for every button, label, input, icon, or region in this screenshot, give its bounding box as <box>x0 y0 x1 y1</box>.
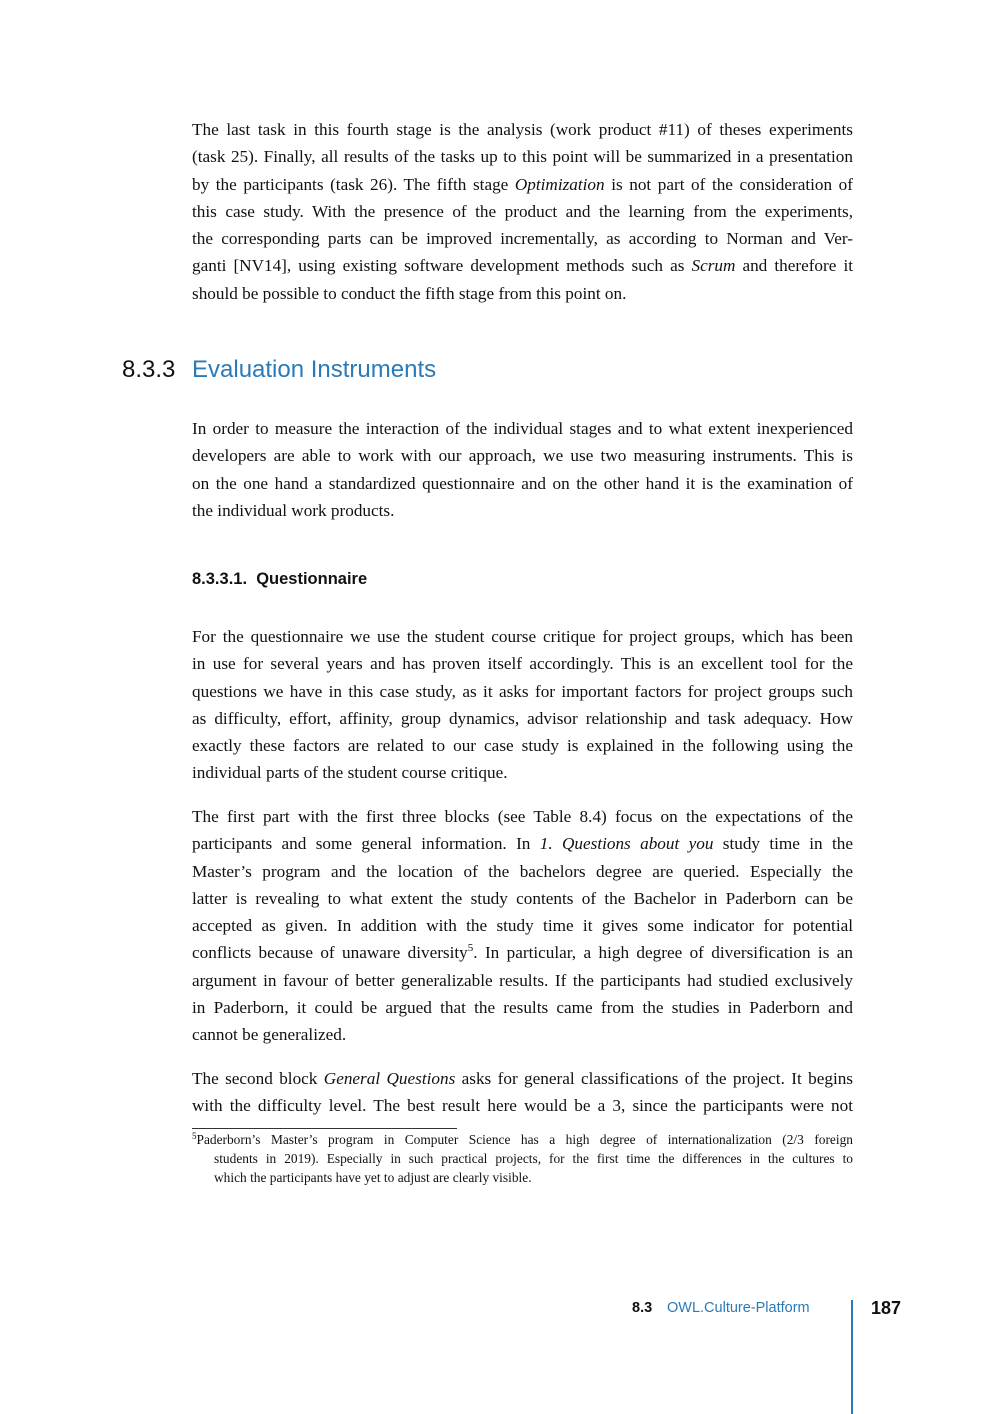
text-run: individual parts of the student course critique. <box>192 763 508 783</box>
text-line <box>192 705 853 732</box>
text-line <box>192 759 853 786</box>
text-run: is not part of the consideration of <box>604 174 853 194</box>
text-run: The last task in this fourth stage is the analysis (work product #11) of theses experiments <box>192 120 853 139</box>
text-line <box>192 1150 853 1169</box>
italic-term: Optimization <box>514 174 605 194</box>
text-line <box>192 994 853 1021</box>
text-run: For the questionnaire we use the student course critique for project groups, which has been <box>192 627 853 646</box>
text-run: Master’s program and the location of the bachelors degree are queried. Especially the <box>192 861 853 881</box>
text-run: and therefore it <box>735 256 853 276</box>
text-run: students in 2019). Especially in such practical projects, for the first time the differences in the cultures to <box>214 1150 853 1166</box>
text-run: in Paderborn, it could be argued that the results came from the studies in Paderborn and <box>192 998 853 1018</box>
text-line <box>192 497 853 524</box>
italic-term: 1. Questions about you <box>539 834 714 854</box>
text-run: participants and some general information. In <box>192 834 540 854</box>
text-line <box>192 415 853 442</box>
text-line <box>192 442 853 469</box>
text-run: cannot be generalized. <box>192 1025 347 1045</box>
text-line <box>192 967 853 994</box>
paragraph-evaluation-intro <box>192 415 853 524</box>
text-run: with the difficulty level. The best result here would be a 3, since the participants were not <box>192 1096 853 1116</box>
text-line <box>192 623 853 650</box>
paragraph-questionnaire <box>192 623 853 787</box>
text-line <box>192 470 853 497</box>
text-run: The second block <box>192 1069 324 1088</box>
text-line <box>192 1092 853 1119</box>
text-run: by the participants (task 26). The fifth stage <box>192 174 515 194</box>
text-line <box>192 858 853 885</box>
text-run: asks for general classifications of the project. It begins <box>455 1069 854 1088</box>
paragraph-first-part <box>192 803 853 1049</box>
text-run: should be possible to conduct the fifth stage from this point on. <box>192 283 627 303</box>
text-line <box>192 116 853 143</box>
section-title: Evaluation Instruments <box>192 356 437 383</box>
text-run: exactly these factors are related to our case study is explained in the following using the <box>192 736 853 756</box>
footnote <box>192 1131 853 1187</box>
text-run: study time in the <box>713 834 854 854</box>
page-number: 187 <box>871 1298 902 1318</box>
text-line <box>192 1021 853 1048</box>
text-line <box>192 225 853 252</box>
footnote-divider <box>192 1128 457 1129</box>
text-run: the individual work products. <box>192 500 395 520</box>
text-run: which the participants have yet to adjust are clearly visible. <box>214 1169 532 1185</box>
text-line <box>192 143 853 170</box>
text-run: accepted as given. In addition with the study time it gives some indicator for potential <box>192 916 853 936</box>
text-run: the corresponding parts can be improved incrementally, as according to Norman and Ver- <box>192 229 853 249</box>
text-line <box>192 198 853 225</box>
footnote-marker: 5 <box>467 942 474 955</box>
text-line <box>192 171 853 198</box>
text-run: . In particular, a high degree of diversification is an <box>473 943 854 963</box>
italic-term: General Questions <box>323 1069 456 1088</box>
text-run: Paderborn’s Master’s program in Computer Science has a high degree of internationalization (2/3 foreign <box>196 1132 853 1147</box>
footnote-marker: 5 <box>192 1131 197 1141</box>
text-run: The first part with the first three blocks (see Table 8.4) focus on the expectations of the <box>192 807 853 826</box>
subsection-heading: 8.3.3.1. Questionnaire <box>192 570 368 588</box>
text-line <box>192 678 853 705</box>
section-number: 8.3.3 <box>122 356 176 383</box>
text-run: on the one hand a standardized questionnaire and on the other hand it is the examination of <box>192 473 853 493</box>
text-line <box>192 1065 853 1092</box>
text-run: developers are able to work with our approach, we use two measuring instruments. This is <box>192 446 853 466</box>
section-heading <box>122 356 436 384</box>
text-run: latter is revealing to what extent the study contents of the Bachelor in Paderborn can be <box>192 888 853 908</box>
text-run: conflicts because of unaware diversity <box>192 943 468 963</box>
text-line <box>192 803 853 830</box>
footer-section-title: OWL.Culture-Platform <box>667 1300 810 1316</box>
text-run: questions we have in this case study, as it asks for important factors for project groups such <box>192 681 853 701</box>
text-line <box>192 830 853 857</box>
text-run: In order to measure the interaction of the individual stages and to what extent inexperienced <box>192 419 853 438</box>
text-line <box>192 252 853 279</box>
text-run: this case study. With the presence of the product and the learning from the experiments, <box>192 201 853 221</box>
text-line <box>192 1169 853 1188</box>
paragraph-second-block <box>192 1065 853 1120</box>
text-run: argument in favour of better generalizable results. If the participants had studied exclusively <box>192 970 853 990</box>
text-line <box>192 650 853 677</box>
text-run: as difficulty, effort, affinity, group dynamics, advisor relationship and task adequacy. How <box>192 708 853 728</box>
text-run: (task 25). Finally, all results of the tasks up to this point will be summarized in a presentation <box>192 147 853 167</box>
italic-term: Scrum <box>691 256 736 276</box>
footer-section-number: 8.3 <box>632 1300 653 1316</box>
text-line <box>192 280 853 307</box>
text-line <box>192 885 853 912</box>
text-line <box>192 939 853 966</box>
text-run: ganti [NV14], using existing software development methods such as <box>192 256 692 276</box>
text-line <box>192 912 853 939</box>
footer-divider-bar <box>851 1300 853 1414</box>
text-run: in use for several years and has proven itself accordingly. This is an excellent tool for the <box>192 654 853 674</box>
text-line <box>192 732 853 759</box>
text-line <box>192 1131 853 1150</box>
paragraph-stage-four <box>192 116 853 307</box>
